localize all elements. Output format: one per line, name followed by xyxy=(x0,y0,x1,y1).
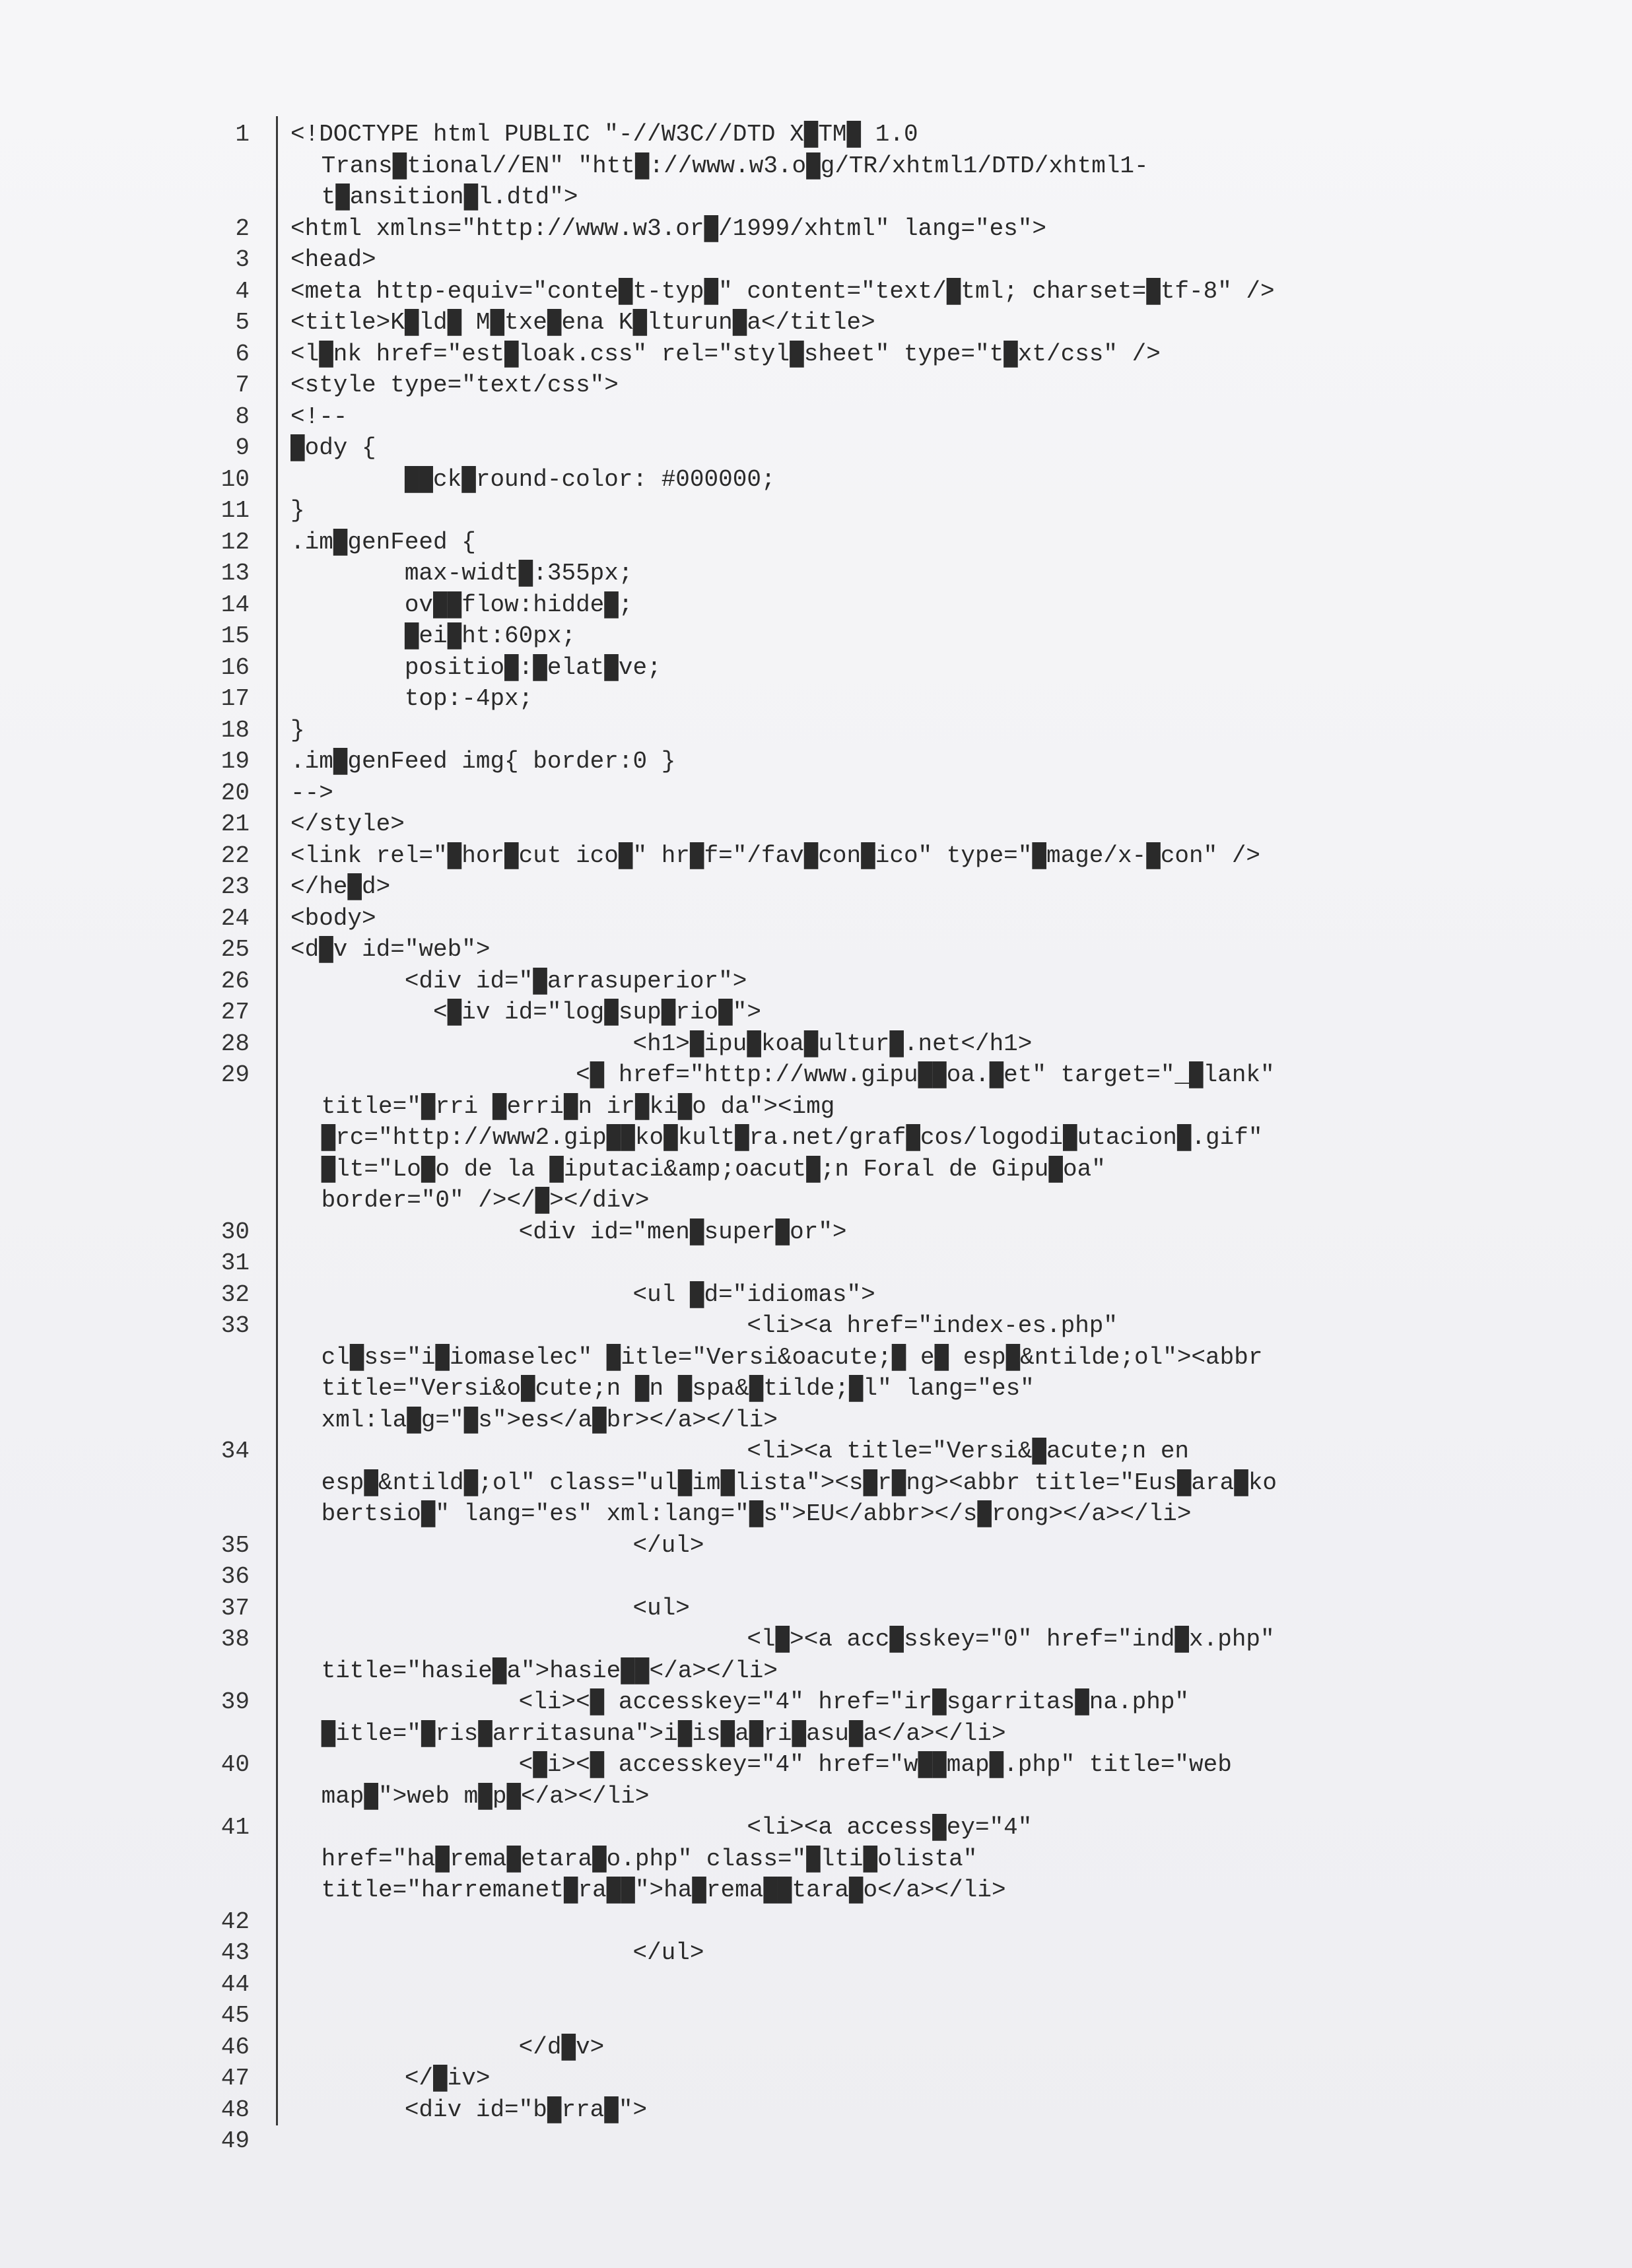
line-number: 48 xyxy=(221,2096,250,2123)
line-number: 21 xyxy=(221,811,250,838)
code-text-continuation: title="Versi&o█cute;n █n █spa&█tilde;█l" lang="es" xyxy=(307,1375,1035,1402)
code-text: █ei█ht:60px; xyxy=(290,622,576,650)
line-number: 6 xyxy=(235,340,250,368)
line-number: 18 xyxy=(221,716,250,744)
code-text: </█iv> xyxy=(290,2065,491,2092)
code-text: </style> xyxy=(290,811,405,838)
code-text: </ul> xyxy=(290,1531,704,1559)
line-number: 23 xyxy=(221,873,250,900)
code-text-continuation: title="hasie█a">hasie██</a></li> xyxy=(307,1657,778,1684)
code-text: <style type="text/css"> xyxy=(290,372,619,399)
code-text-continuation: esp█&ntild█;ol" class="ul█im█lista"><s█r█ng><abbr title="Eus█ara█ko xyxy=(307,1469,1277,1496)
code-text-continuation: title="█rri █erri█n ir█ki█o da"><img xyxy=(307,1092,835,1120)
code-text: <█i><█ accesskey="4" href="w██map█.php" title="web xyxy=(290,1751,1232,1778)
line-number: 35 xyxy=(221,1531,250,1559)
code-text: <li><█ accesskey="4" href="ir█sgarritas█na.php" xyxy=(290,1688,1190,1716)
code-text: .im█genFeed img{ border:0 } xyxy=(290,748,676,775)
line-number: 32 xyxy=(221,1281,250,1308)
code-text: <l█><a acc█sskey="0" href="ind█x.php" xyxy=(290,1626,1275,1653)
line-number: 39 xyxy=(221,1688,250,1716)
code-text-continuation: t█ansition█l.dtd"> xyxy=(307,183,578,211)
code-text: <body> xyxy=(290,904,376,932)
code-text: <█iv id="log█sup█rio█"> xyxy=(290,999,761,1026)
line-number: 43 xyxy=(221,1939,250,1966)
code-text-continuation: border="0" /></█></div> xyxy=(307,1187,650,1214)
line-number: 10 xyxy=(221,465,250,493)
line-number: 24 xyxy=(221,904,250,932)
code-text: top:-4px; xyxy=(290,685,533,712)
line-number: 11 xyxy=(221,497,250,524)
line-number: 46 xyxy=(221,2033,250,2061)
line-number: 22 xyxy=(221,842,250,869)
code-text: <!-- xyxy=(290,403,348,430)
code-text: } xyxy=(290,716,305,744)
code-text-continuation: xml:la█g="█s">es</a█br></a></li> xyxy=(307,1406,778,1434)
code-text: <meta http-equiv="conte█t-typ█" content="text/█tml; charset=█tf-8" /> xyxy=(290,277,1275,305)
line-number: 13 xyxy=(221,560,250,587)
code-text: <head> xyxy=(290,246,376,273)
code-text: </ul> xyxy=(290,1939,704,1966)
line-number: 29 xyxy=(221,1061,250,1088)
line-number: 4 xyxy=(235,277,250,305)
code-text-continuation: href="ha█rema█etara█o.php" class="█lti█olista" xyxy=(307,1845,978,1873)
line-number: 17 xyxy=(221,685,250,712)
line-number: 15 xyxy=(221,622,250,650)
line-number: 33 xyxy=(221,1312,250,1339)
code-text-continuation: █lt="Lo█o de la █iputaci&amp;oacut█;n Foral de Gipu█oa" xyxy=(307,1155,1106,1183)
line-number: 40 xyxy=(221,1751,250,1778)
code-text-continuation: bertsio█" lang="es" xml:lang="█s">EU</abbr></s█rong></a></li> xyxy=(307,1500,1192,1527)
code-text-continuation: map█">web m█p█</a></li> xyxy=(307,1782,650,1810)
line-number: 2 xyxy=(235,215,250,242)
line-number: 41 xyxy=(221,1814,250,1841)
line-number: 9 xyxy=(235,434,250,461)
code-text-continuation: █itle="█ris█arritasuna">i█is█a█ri█asu█a</a></li> xyxy=(307,1719,1006,1747)
code-text: █ody { xyxy=(290,434,376,461)
code-text: <title>K█ld█ M█txe█ena K█lturun█a</title> xyxy=(290,309,875,336)
line-number: 7 xyxy=(235,372,250,399)
code-text: <█ href="http://www.gipu██oa.█et" target="_█lank" xyxy=(290,1061,1275,1088)
line-number: 8 xyxy=(235,403,250,430)
line-number: 19 xyxy=(221,748,250,775)
code-text: <li><a title="Versi&█acute;n en xyxy=(290,1438,1190,1465)
code-text: <div id="█arrasuperior"> xyxy=(290,967,747,995)
code-text: <li><a href="index-es.php" xyxy=(290,1312,1118,1339)
line-number: 36 xyxy=(221,1563,250,1590)
code-text: } xyxy=(290,497,305,524)
code-text: ov██flow:hidde█; xyxy=(290,591,633,618)
line-number: 34 xyxy=(221,1438,250,1465)
code-text: ██ck█round-color: #000000; xyxy=(290,465,776,493)
code-text: <d█v id="web"> xyxy=(290,936,491,963)
code-text: max-widt█:355px; xyxy=(290,560,633,587)
code-text: <html xmlns="http://www.w3.or█/1999/xhtml" lang="es"> xyxy=(290,215,1046,242)
line-number: 20 xyxy=(221,779,250,807)
line-number: 1 xyxy=(235,121,250,148)
line-number: 47 xyxy=(221,2065,250,2092)
line-number: 28 xyxy=(221,1030,250,1057)
line-number: 31 xyxy=(221,1250,250,1277)
line-number: 3 xyxy=(235,246,250,273)
line-number: 38 xyxy=(221,1626,250,1653)
code-text: <div id="b█rra█"> xyxy=(290,2096,648,2123)
code-text: </he█d> xyxy=(290,873,391,900)
code-text-continuation: cl█ss="i█iomaselec" █itle="Versi&oacute;█ e█ esp█&ntilde;ol"><abbr xyxy=(307,1343,1263,1371)
line-number-divider xyxy=(276,116,278,2125)
code-text: positio█:█elat█ve; xyxy=(290,653,662,681)
line-number: 12 xyxy=(221,528,250,556)
code-text: --> xyxy=(290,779,333,807)
code-text: <h1>█ipu█koa█ultur█.net</h1> xyxy=(290,1030,1033,1057)
code-text-continuation: Trans█tional//EN" "htt█://www.w3.o█g/TR/xhtml1/DTD/xhtml1- xyxy=(307,152,1149,180)
code-text: .im█genFeed { xyxy=(290,528,476,556)
line-number: 14 xyxy=(221,591,250,618)
line-number: 44 xyxy=(221,1970,250,1998)
line-number: 45 xyxy=(221,2002,250,2029)
code-text: <!DOCTYPE html PUBLIC "-//W3C//DTD X█TM█ 1.0 xyxy=(290,121,918,148)
line-number: 37 xyxy=(221,1594,250,1622)
line-number: 25 xyxy=(221,936,250,963)
code-text: <ul █d="idiomas"> xyxy=(290,1281,875,1308)
line-number: 49 xyxy=(221,2127,250,2154)
line-number: 42 xyxy=(221,1908,250,1935)
line-number: 26 xyxy=(221,967,250,995)
code-text: <div id="men█super█or"> xyxy=(290,1218,847,1246)
code-text: </d█v> xyxy=(290,2033,605,2061)
code-text-continuation: title="harremanet█ra██">ha█rema██tara█o</a></li> xyxy=(307,1877,1006,1904)
line-number: 5 xyxy=(235,309,250,336)
line-number: 27 xyxy=(221,999,250,1026)
code-text: <li><a access█ey="4" xyxy=(290,1814,1033,1841)
code-text: <l█nk href="est█loak.css" rel="styl█sheet" type="t█xt/css" /> xyxy=(290,340,1161,368)
line-number: 16 xyxy=(221,653,250,681)
code-text: <ul> xyxy=(290,1594,690,1622)
code-text: <link rel="█hor█cut ico█" hr█f="/fav█con█ico" type="█mage/x-█con" /> xyxy=(290,842,1261,869)
line-number: 30 xyxy=(221,1218,250,1246)
code-text-continuation: █rc="http://www2.gip██ko█kult█ra.net/graf█cos/logodi█utacion█.gif" xyxy=(307,1124,1263,1151)
